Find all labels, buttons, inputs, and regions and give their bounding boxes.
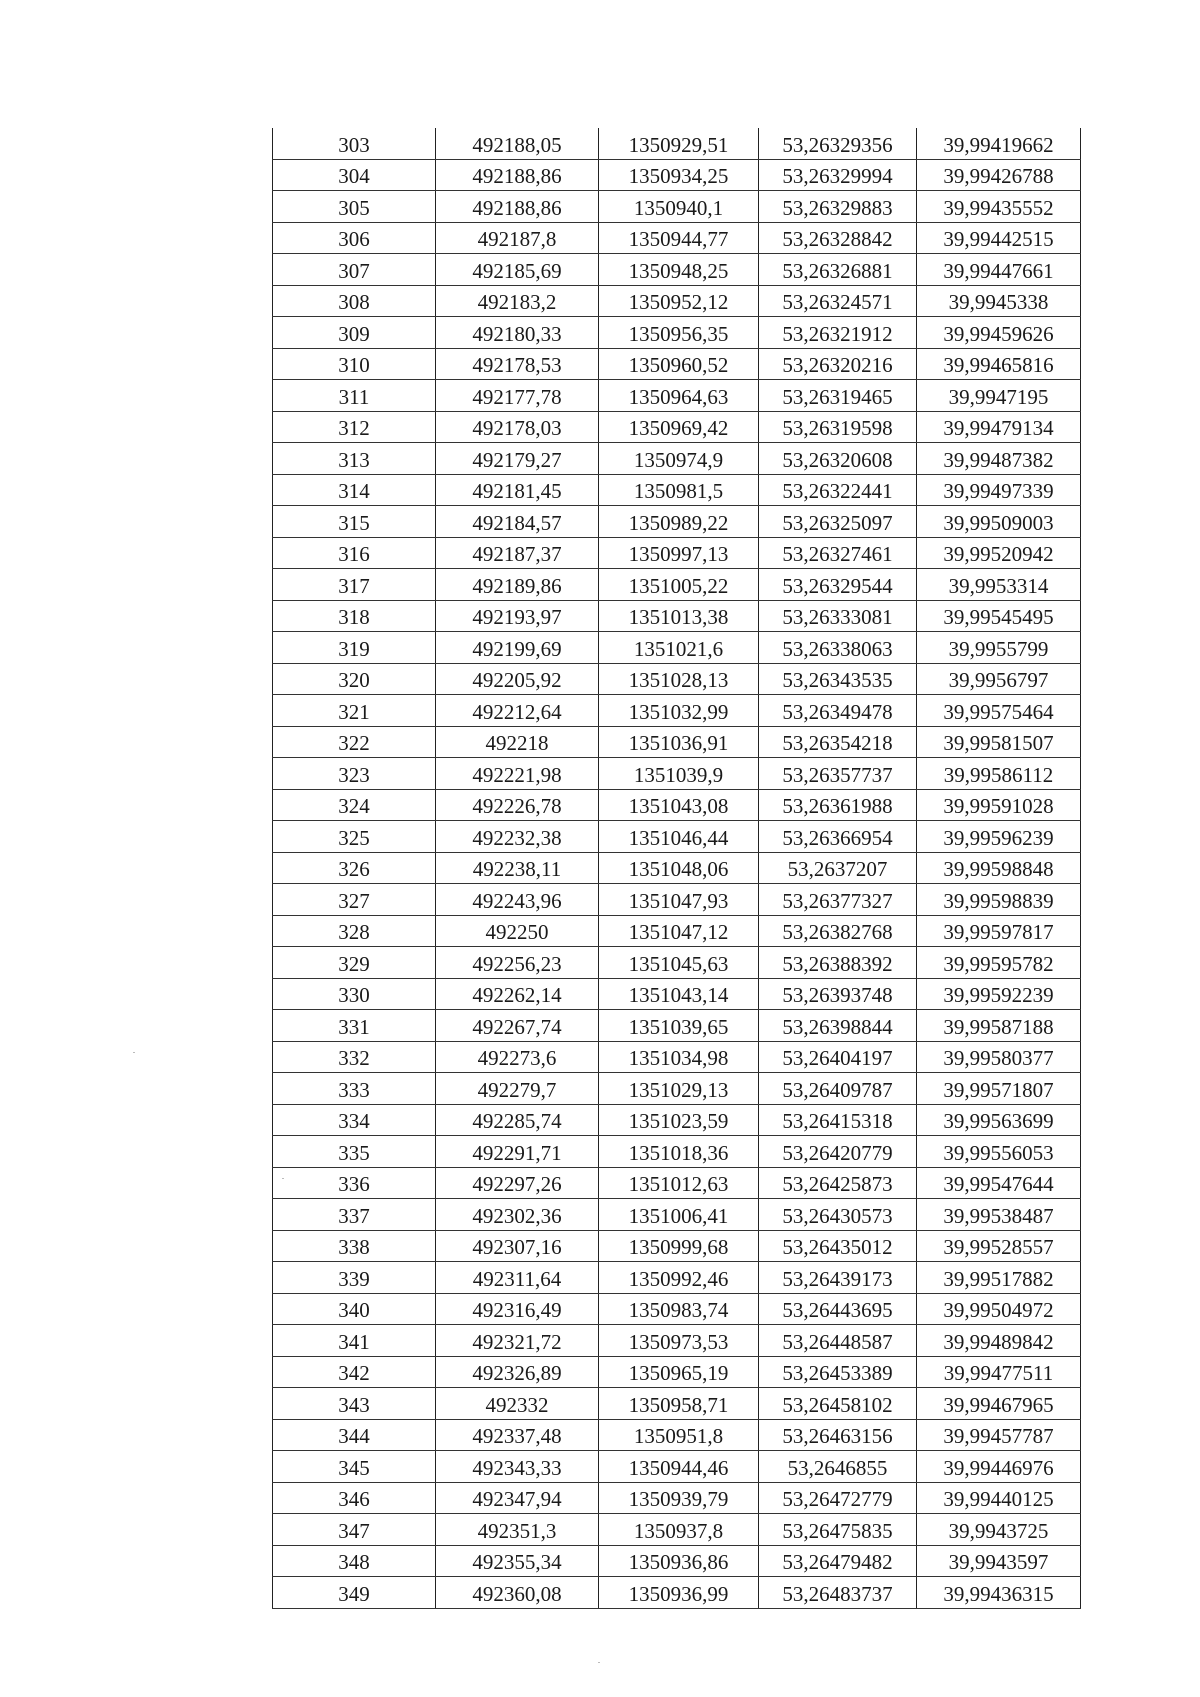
y-coordinate-cell: 1350997,13 — [599, 537, 759, 569]
longitude-cell: 39,9943725 — [917, 1514, 1081, 1546]
point-number-cell: 314 — [273, 474, 436, 506]
longitude-cell: 39,99538487 — [917, 1199, 1081, 1231]
y-coordinate-cell: 1350952,12 — [599, 285, 759, 317]
longitude-cell: 39,99580377 — [917, 1041, 1081, 1073]
latitude-cell: 53,26415318 — [759, 1104, 917, 1136]
point-number-cell: 332 — [273, 1041, 436, 1073]
latitude-cell: 53,26404197 — [759, 1041, 917, 1073]
latitude-cell: 53,2637207 — [759, 852, 917, 884]
table-row — [273, 884, 1081, 916]
point-number-cell: 335 — [273, 1136, 436, 1168]
latitude-cell: 53,26361988 — [759, 789, 917, 821]
point-number-cell: 349 — [273, 1577, 436, 1609]
table-row — [273, 1356, 1081, 1388]
latitude-cell: 53,26448587 — [759, 1325, 917, 1357]
point-number-cell: 329 — [273, 947, 436, 979]
x-coordinate-cell: 492302,36 — [436, 1199, 599, 1231]
point-number-cell: 334 — [273, 1104, 436, 1136]
x-coordinate-cell: 492351,3 — [436, 1514, 599, 1546]
x-coordinate-cell: 492205,92 — [436, 663, 599, 695]
x-coordinate-cell: 492226,78 — [436, 789, 599, 821]
y-coordinate-cell: 1351046,44 — [599, 821, 759, 853]
longitude-cell: 39,99440125 — [917, 1482, 1081, 1514]
table-row — [273, 1010, 1081, 1042]
latitude-cell: 53,26326881 — [759, 254, 917, 286]
y-coordinate-cell: 1351034,98 — [599, 1041, 759, 1073]
latitude-cell: 53,26398844 — [759, 1010, 917, 1042]
longitude-cell: 39,99435552 — [917, 191, 1081, 223]
x-coordinate-cell: 492297,26 — [436, 1167, 599, 1199]
y-coordinate-cell: 1351048,06 — [599, 852, 759, 884]
x-coordinate-cell: 492238,11 — [436, 852, 599, 884]
x-coordinate-cell: 492256,23 — [436, 947, 599, 979]
y-coordinate-cell: 1350999,68 — [599, 1230, 759, 1262]
latitude-cell: 53,26333081 — [759, 600, 917, 632]
longitude-cell: 39,99597817 — [917, 915, 1081, 947]
point-number-cell: 330 — [273, 978, 436, 1010]
longitude-cell: 39,99419662 — [917, 128, 1081, 159]
point-number-cell: 306 — [273, 222, 436, 254]
longitude-cell: 39,99447661 — [917, 254, 1081, 286]
latitude-cell: 53,26439173 — [759, 1262, 917, 1294]
point-number-cell: 340 — [273, 1293, 436, 1325]
table-row — [273, 1167, 1081, 1199]
table-row — [273, 537, 1081, 569]
latitude-cell: 53,26393748 — [759, 978, 917, 1010]
latitude-cell: 53,26453389 — [759, 1356, 917, 1388]
x-coordinate-cell: 492178,53 — [436, 348, 599, 380]
longitude-cell: 39,99528557 — [917, 1230, 1081, 1262]
point-number-cell: 344 — [273, 1419, 436, 1451]
point-number-cell: 328 — [273, 915, 436, 947]
point-number-cell: 331 — [273, 1010, 436, 1042]
x-coordinate-cell: 492307,16 — [436, 1230, 599, 1262]
y-coordinate-cell: 1350992,46 — [599, 1262, 759, 1294]
table-row — [273, 663, 1081, 695]
longitude-cell: 39,99477511 — [917, 1356, 1081, 1388]
table-row — [273, 285, 1081, 317]
latitude-cell: 53,26430573 — [759, 1199, 917, 1231]
table-row — [273, 821, 1081, 853]
latitude-cell: 53,26354218 — [759, 726, 917, 758]
longitude-cell: 39,99426788 — [917, 159, 1081, 191]
point-number-cell: 338 — [273, 1230, 436, 1262]
x-coordinate-cell: 492177,78 — [436, 380, 599, 412]
table-row — [273, 1293, 1081, 1325]
y-coordinate-cell: 1351032,99 — [599, 695, 759, 727]
table-row — [273, 411, 1081, 443]
table-row — [273, 915, 1081, 947]
point-number-cell: 322 — [273, 726, 436, 758]
longitude-cell: 39,99467965 — [917, 1388, 1081, 1420]
point-number-cell: 305 — [273, 191, 436, 223]
y-coordinate-cell: 1351045,63 — [599, 947, 759, 979]
y-coordinate-cell: 1351036,91 — [599, 726, 759, 758]
x-coordinate-cell: 492311,64 — [436, 1262, 599, 1294]
x-coordinate-cell: 492332 — [436, 1388, 599, 1420]
x-coordinate-cell: 492326,89 — [436, 1356, 599, 1388]
longitude-cell: 39,99598848 — [917, 852, 1081, 884]
y-coordinate-cell: 1351018,36 — [599, 1136, 759, 1168]
point-number-cell: 339 — [273, 1262, 436, 1294]
table-row — [273, 632, 1081, 664]
x-coordinate-cell: 492185,69 — [436, 254, 599, 286]
x-coordinate-cell: 492267,74 — [436, 1010, 599, 1042]
y-coordinate-cell: 1350948,25 — [599, 254, 759, 286]
x-coordinate-cell: 492316,49 — [436, 1293, 599, 1325]
latitude-cell: 53,26320608 — [759, 443, 917, 475]
table-row — [273, 506, 1081, 538]
table-row — [273, 1514, 1081, 1546]
table-row — [273, 1104, 1081, 1136]
latitude-cell: 53,26409787 — [759, 1073, 917, 1105]
table-row — [273, 1325, 1081, 1357]
table-row — [273, 600, 1081, 632]
y-coordinate-cell: 1351047,93 — [599, 884, 759, 916]
y-coordinate-cell: 1350936,86 — [599, 1545, 759, 1577]
y-coordinate-cell: 1351047,12 — [599, 915, 759, 947]
y-coordinate-cell: 1350973,53 — [599, 1325, 759, 1357]
x-coordinate-cell: 492184,57 — [436, 506, 599, 538]
latitude-cell: 53,26435012 — [759, 1230, 917, 1262]
x-coordinate-cell: 492189,86 — [436, 569, 599, 601]
longitude-cell: 39,99459626 — [917, 317, 1081, 349]
point-number-cell: 327 — [273, 884, 436, 916]
table-row — [273, 191, 1081, 223]
x-coordinate-cell: 492179,27 — [436, 443, 599, 475]
latitude-cell: 53,26475835 — [759, 1514, 917, 1546]
table-row — [273, 1419, 1081, 1451]
table-row — [273, 1545, 1081, 1577]
y-coordinate-cell: 1350936,99 — [599, 1577, 759, 1609]
scan-speck — [598, 1662, 600, 1663]
table-row — [273, 1136, 1081, 1168]
y-coordinate-cell: 1350940,1 — [599, 191, 759, 223]
latitude-cell: 53,2646855 — [759, 1451, 917, 1483]
longitude-cell: 39,99571807 — [917, 1073, 1081, 1105]
longitude-cell: 39,99509003 — [917, 506, 1081, 538]
y-coordinate-cell: 1350956,35 — [599, 317, 759, 349]
x-coordinate-cell: 492183,2 — [436, 285, 599, 317]
x-coordinate-cell: 492187,8 — [436, 222, 599, 254]
point-number-cell: 309 — [273, 317, 436, 349]
longitude-cell: 39,99547644 — [917, 1167, 1081, 1199]
point-number-cell: 323 — [273, 758, 436, 790]
longitude-cell: 39,99587188 — [917, 1010, 1081, 1042]
point-number-cell: 307 — [273, 254, 436, 286]
latitude-cell: 53,26388392 — [759, 947, 917, 979]
y-coordinate-cell: 1350944,46 — [599, 1451, 759, 1483]
point-number-cell: 347 — [273, 1514, 436, 1546]
x-coordinate-cell: 492187,37 — [436, 537, 599, 569]
y-coordinate-cell: 1350939,79 — [599, 1482, 759, 1514]
table-row — [273, 1451, 1081, 1483]
y-coordinate-cell: 1350981,5 — [599, 474, 759, 506]
x-coordinate-cell: 492188,05 — [436, 128, 599, 159]
latitude-cell: 53,26382768 — [759, 915, 917, 947]
latitude-cell: 53,26366954 — [759, 821, 917, 853]
y-coordinate-cell: 1350951,8 — [599, 1419, 759, 1451]
y-coordinate-cell: 1351043,08 — [599, 789, 759, 821]
table-row — [273, 789, 1081, 821]
latitude-cell: 53,26319465 — [759, 380, 917, 412]
table-row — [273, 348, 1081, 380]
y-coordinate-cell: 1350944,77 — [599, 222, 759, 254]
x-coordinate-cell: 492188,86 — [436, 191, 599, 223]
longitude-cell: 39,99446976 — [917, 1451, 1081, 1483]
point-number-cell: 326 — [273, 852, 436, 884]
point-number-cell: 325 — [273, 821, 436, 853]
latitude-cell: 53,26319598 — [759, 411, 917, 443]
y-coordinate-cell: 1350929,51 — [599, 128, 759, 159]
table-row — [273, 758, 1081, 790]
point-number-cell: 341 — [273, 1325, 436, 1357]
point-number-cell: 311 — [273, 380, 436, 412]
table-row — [273, 380, 1081, 412]
longitude-cell: 39,99465816 — [917, 348, 1081, 380]
y-coordinate-cell: 1351039,65 — [599, 1010, 759, 1042]
latitude-cell: 53,26338063 — [759, 632, 917, 664]
longitude-cell: 39,99556053 — [917, 1136, 1081, 1168]
point-number-cell: 337 — [273, 1199, 436, 1231]
y-coordinate-cell: 1350983,74 — [599, 1293, 759, 1325]
x-coordinate-cell: 492285,74 — [436, 1104, 599, 1136]
table-row — [273, 1577, 1081, 1609]
point-number-cell: 319 — [273, 632, 436, 664]
point-number-cell: 342 — [273, 1356, 436, 1388]
point-number-cell: 324 — [273, 789, 436, 821]
point-number-cell: 321 — [273, 695, 436, 727]
y-coordinate-cell: 1351039,9 — [599, 758, 759, 790]
y-coordinate-cell: 1350965,19 — [599, 1356, 759, 1388]
table-row — [273, 128, 1081, 159]
longitude-cell: 39,99592239 — [917, 978, 1081, 1010]
x-coordinate-cell: 492355,34 — [436, 1545, 599, 1577]
x-coordinate-cell: 492360,08 — [436, 1577, 599, 1609]
y-coordinate-cell: 1351021,6 — [599, 632, 759, 664]
longitude-cell: 39,99489842 — [917, 1325, 1081, 1357]
point-number-cell: 313 — [273, 443, 436, 475]
y-coordinate-cell: 1351012,63 — [599, 1167, 759, 1199]
table-row — [273, 222, 1081, 254]
longitude-cell: 39,99504972 — [917, 1293, 1081, 1325]
table-row — [273, 1041, 1081, 1073]
latitude-cell: 53,26320216 — [759, 348, 917, 380]
longitude-cell: 39,99598839 — [917, 884, 1081, 916]
y-coordinate-cell: 1351029,13 — [599, 1073, 759, 1105]
point-number-cell: 336 — [273, 1167, 436, 1199]
point-number-cell: 312 — [273, 411, 436, 443]
latitude-cell: 53,26357737 — [759, 758, 917, 790]
point-number-cell: 310 — [273, 348, 436, 380]
x-coordinate-cell: 492273,6 — [436, 1041, 599, 1073]
longitude-cell: 39,99517882 — [917, 1262, 1081, 1294]
longitude-cell: 39,99479134 — [917, 411, 1081, 443]
point-number-cell: 320 — [273, 663, 436, 695]
y-coordinate-cell: 1350969,42 — [599, 411, 759, 443]
longitude-cell: 39,9956797 — [917, 663, 1081, 695]
x-coordinate-cell: 492181,45 — [436, 474, 599, 506]
y-coordinate-cell: 1350989,22 — [599, 506, 759, 538]
longitude-cell: 39,99436315 — [917, 1577, 1081, 1609]
table-row — [273, 1262, 1081, 1294]
y-coordinate-cell: 1350964,63 — [599, 380, 759, 412]
table-row — [273, 695, 1081, 727]
latitude-cell: 53,26463156 — [759, 1419, 917, 1451]
table-row — [273, 1482, 1081, 1514]
longitude-cell: 39,99596239 — [917, 821, 1081, 853]
table-row — [273, 978, 1081, 1010]
coordinates-table-body — [273, 128, 1081, 1608]
point-number-cell: 345 — [273, 1451, 436, 1483]
longitude-cell: 39,99487382 — [917, 443, 1081, 475]
scan-speck — [133, 1052, 135, 1053]
longitude-cell: 39,99442515 — [917, 222, 1081, 254]
x-coordinate-cell: 492188,86 — [436, 159, 599, 191]
x-coordinate-cell: 492212,64 — [436, 695, 599, 727]
x-coordinate-cell: 492291,71 — [436, 1136, 599, 1168]
latitude-cell: 53,26329883 — [759, 191, 917, 223]
table-row — [273, 726, 1081, 758]
longitude-cell: 39,99457787 — [917, 1419, 1081, 1451]
latitude-cell: 53,26377327 — [759, 884, 917, 916]
table-row — [273, 317, 1081, 349]
table-row — [273, 159, 1081, 191]
table-row — [273, 569, 1081, 601]
x-coordinate-cell: 492343,33 — [436, 1451, 599, 1483]
latitude-cell: 53,26343535 — [759, 663, 917, 695]
table-row — [273, 1199, 1081, 1231]
x-coordinate-cell: 492221,98 — [436, 758, 599, 790]
longitude-cell: 39,9953314 — [917, 569, 1081, 601]
latitude-cell: 53,26472779 — [759, 1482, 917, 1514]
x-coordinate-cell: 492232,38 — [436, 821, 599, 853]
x-coordinate-cell: 492193,97 — [436, 600, 599, 632]
scan-speck — [282, 1178, 284, 1179]
y-coordinate-cell: 1351043,14 — [599, 978, 759, 1010]
x-coordinate-cell: 492180,33 — [436, 317, 599, 349]
latitude-cell: 53,26329356 — [759, 128, 917, 159]
x-coordinate-cell: 492347,94 — [436, 1482, 599, 1514]
y-coordinate-cell: 1351023,59 — [599, 1104, 759, 1136]
longitude-cell: 39,99563699 — [917, 1104, 1081, 1136]
latitude-cell: 53,26443695 — [759, 1293, 917, 1325]
latitude-cell: 53,26349478 — [759, 695, 917, 727]
table-row — [273, 947, 1081, 979]
longitude-cell: 39,9955799 — [917, 632, 1081, 664]
table-row — [273, 443, 1081, 475]
point-number-cell: 333 — [273, 1073, 436, 1105]
x-coordinate-cell: 492337,48 — [436, 1419, 599, 1451]
latitude-cell: 53,26425873 — [759, 1167, 917, 1199]
point-number-cell: 308 — [273, 285, 436, 317]
latitude-cell: 53,26328842 — [759, 222, 917, 254]
longitude-cell: 39,99581507 — [917, 726, 1081, 758]
point-number-cell: 315 — [273, 506, 436, 538]
longitude-cell: 39,99591028 — [917, 789, 1081, 821]
latitude-cell: 53,26322441 — [759, 474, 917, 506]
table-row — [273, 1230, 1081, 1262]
latitude-cell: 53,26325097 — [759, 506, 917, 538]
longitude-cell: 39,99575464 — [917, 695, 1081, 727]
table-row — [273, 474, 1081, 506]
longitude-cell: 39,99586112 — [917, 758, 1081, 790]
y-coordinate-cell: 1350937,8 — [599, 1514, 759, 1546]
table-row — [273, 1073, 1081, 1105]
x-coordinate-cell: 492199,69 — [436, 632, 599, 664]
x-coordinate-cell: 492262,14 — [436, 978, 599, 1010]
y-coordinate-cell: 1351028,13 — [599, 663, 759, 695]
point-number-cell: 316 — [273, 537, 436, 569]
latitude-cell: 53,26479482 — [759, 1545, 917, 1577]
x-coordinate-cell: 492321,72 — [436, 1325, 599, 1357]
latitude-cell: 53,26329544 — [759, 569, 917, 601]
point-number-cell: 304 — [273, 159, 436, 191]
latitude-cell: 53,26321912 — [759, 317, 917, 349]
latitude-cell: 53,26458102 — [759, 1388, 917, 1420]
latitude-cell: 53,26420779 — [759, 1136, 917, 1168]
x-coordinate-cell: 492178,03 — [436, 411, 599, 443]
coordinates-table — [272, 128, 1081, 1609]
latitude-cell: 53,26329994 — [759, 159, 917, 191]
latitude-cell: 53,26483737 — [759, 1577, 917, 1609]
x-coordinate-cell: 492243,96 — [436, 884, 599, 916]
point-number-cell: 317 — [273, 569, 436, 601]
longitude-cell: 39,99545495 — [917, 600, 1081, 632]
latitude-cell: 53,26327461 — [759, 537, 917, 569]
x-coordinate-cell: 492218 — [436, 726, 599, 758]
longitude-cell: 39,99520942 — [917, 537, 1081, 569]
y-coordinate-cell: 1350958,71 — [599, 1388, 759, 1420]
latitude-cell: 53,26324571 — [759, 285, 917, 317]
y-coordinate-cell: 1351013,38 — [599, 600, 759, 632]
y-coordinate-cell: 1351006,41 — [599, 1199, 759, 1231]
table-row — [273, 852, 1081, 884]
point-number-cell: 303 — [273, 128, 436, 159]
point-number-cell: 348 — [273, 1545, 436, 1577]
point-number-cell: 318 — [273, 600, 436, 632]
longitude-cell: 39,9943597 — [917, 1545, 1081, 1577]
x-coordinate-cell: 492279,7 — [436, 1073, 599, 1105]
x-coordinate-cell: 492250 — [436, 915, 599, 947]
y-coordinate-cell: 1350934,25 — [599, 159, 759, 191]
longitude-cell: 39,99497339 — [917, 474, 1081, 506]
table-row — [273, 1388, 1081, 1420]
longitude-cell: 39,99595782 — [917, 947, 1081, 979]
point-number-cell: 346 — [273, 1482, 436, 1514]
point-number-cell: 343 — [273, 1388, 436, 1420]
y-coordinate-cell: 1351005,22 — [599, 569, 759, 601]
y-coordinate-cell: 1350974,9 — [599, 443, 759, 475]
longitude-cell: 39,9947195 — [917, 380, 1081, 412]
table-row — [273, 254, 1081, 286]
longitude-cell: 39,9945338 — [917, 285, 1081, 317]
y-coordinate-cell: 1350960,52 — [599, 348, 759, 380]
